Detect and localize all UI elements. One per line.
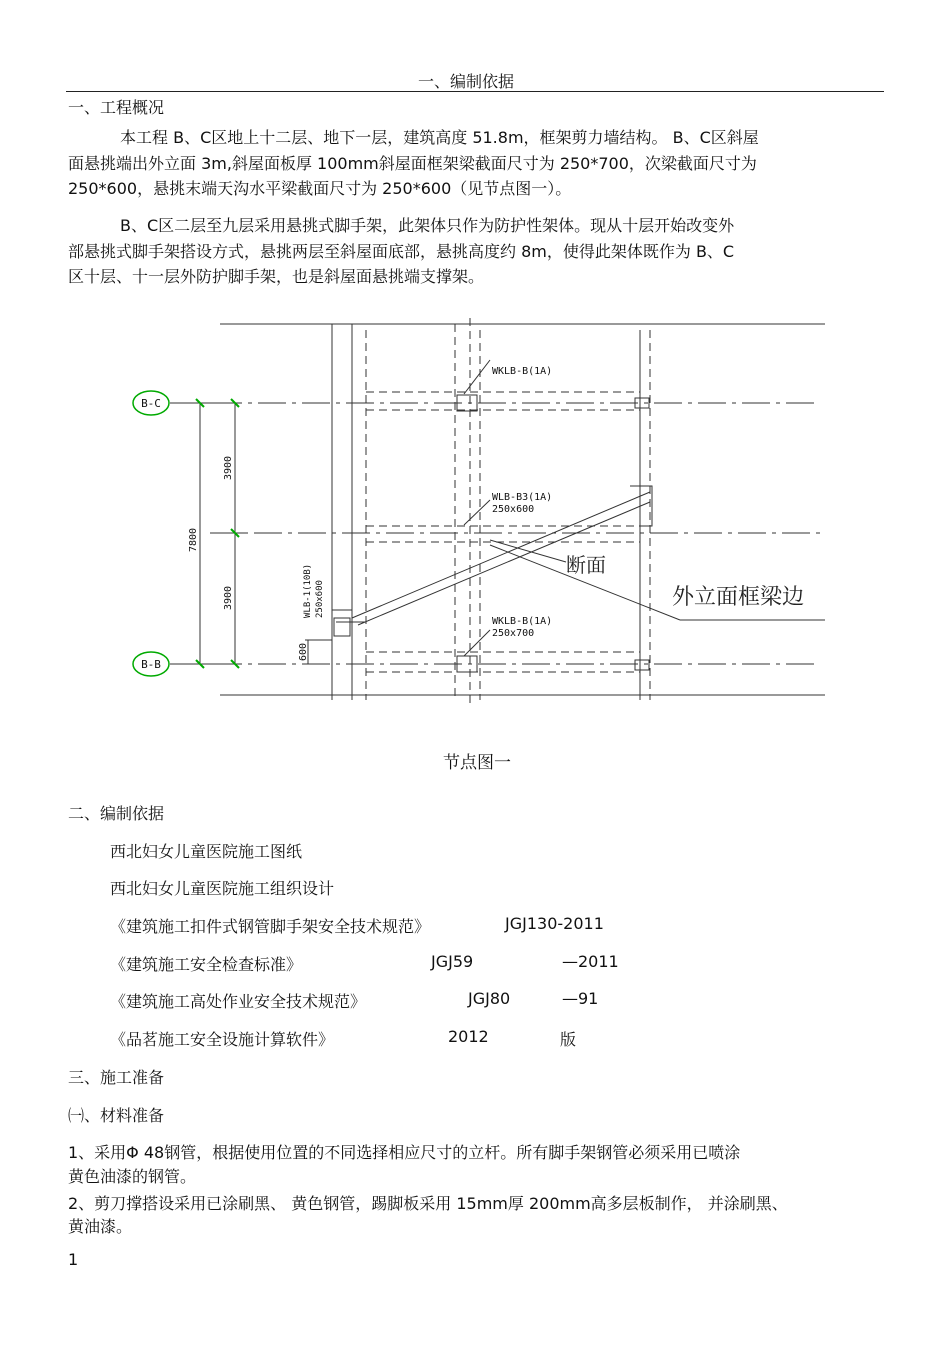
beam-label-mid-name: WLB-B3(1A) xyxy=(492,492,553,503)
reference-item: 《建筑施工安全检查标准》 xyxy=(110,955,303,974)
reference-item: 《建筑施工扣件式钢管脚手架安全技术规范》 xyxy=(110,917,431,936)
axis-bubble-bottom xyxy=(133,652,169,676)
axis-bubble-top xyxy=(133,391,169,415)
beam-label-vertical-size: 250x600 xyxy=(315,580,325,618)
section3-subheading: ㈠、材料准备 xyxy=(68,1106,165,1125)
beam-label-bottom-name: WKLB-B(1A) xyxy=(492,616,553,627)
section1-para2-line3: 区十层、十一层外防护脚手架，也是斜屋面悬挑端支撑架。 xyxy=(68,267,485,286)
reference-code: JGJ130-2011 xyxy=(505,914,604,933)
beam-label-bottom-size: 250x700 xyxy=(492,628,535,639)
beam-label-mid-size: 250x600 xyxy=(492,504,535,515)
section1-heading: 一、工程概况 xyxy=(68,98,165,117)
reference-code: JGJ80 xyxy=(468,989,511,1008)
reference-item: 《建筑施工高处作业安全技术规范》 xyxy=(110,992,367,1011)
section1-para2-line1: B、C区二层至九层采用悬挑式脚手架，此架体只作为防护性架体。现从十层开始改变外 xyxy=(120,216,735,235)
section1-para1-line1: 本工程 B、C区地上十二层、地下一层，建筑高度 51.8m，框架剪力墙结构。 B、C区斜屋 xyxy=(120,128,759,147)
axis-label-top: B-C xyxy=(141,397,161,410)
drawing-caption: 节点图一 xyxy=(443,753,511,773)
section1-para2-line2: 部悬挑式脚手架搭设方式，悬挑两层至斜屋面底部，悬挑高度约 8m，使得此架体既作为 B、C xyxy=(68,242,735,261)
reference-item: 西北妇女儿童医院施工图纸 xyxy=(110,842,303,861)
section1-para1-line3: 250*600，悬挑末端天沟水平梁截面尺寸为 250*600（见节点图一）。 xyxy=(68,179,572,198)
reference-item: 《品茗施工安全设施计算软件》 xyxy=(110,1030,335,1049)
material-item1-line1: 1、采用Φ 48钢管，根据使用位置的不同选择相应尺寸的立杆。所有脚手架钢管必须采用已喷涂 xyxy=(68,1143,741,1162)
axis-label-bottom: B-B xyxy=(141,658,161,671)
reference-tail: —91 xyxy=(562,989,599,1008)
dim-lower: 3900 xyxy=(223,585,234,611)
page-number: 1 xyxy=(68,1250,79,1269)
reference-item: 西北妇女儿童医院施工组织设计 xyxy=(110,879,335,898)
material-item2-line2: 黄油漆。 xyxy=(68,1217,133,1236)
beam-label-vertical-name: WLB-1(10B) xyxy=(303,563,313,618)
material-item2-line1: 2、剪刀撑搭设采用已涂刷黑、 黄色钢管，踢脚板采用 15mm厚 200mm高多层板制作， 并涂刷黑、 xyxy=(68,1194,788,1213)
dim-total: 7800 xyxy=(188,527,199,553)
label-section: 断面 xyxy=(566,553,606,577)
beam-label-top: WKLB-B(1A) xyxy=(492,366,553,377)
dim-small: 600 xyxy=(298,642,309,662)
reference-tail: —2011 xyxy=(562,952,619,971)
reference-code: 2012 xyxy=(448,1027,489,1046)
label-facade: 外立面框梁边 xyxy=(672,585,805,610)
header-rule xyxy=(66,91,884,92)
section3-heading: 三、施工准备 xyxy=(68,1068,165,1087)
section2-heading: 二、编制依据 xyxy=(68,804,165,823)
dim-upper: 3900 xyxy=(223,455,234,481)
reference-tail: 版 xyxy=(560,1030,577,1049)
material-item1-line2: 黄色油漆的钢管。 xyxy=(68,1167,197,1186)
node-drawing xyxy=(120,300,840,720)
page-header-title: 一、编制依据 xyxy=(418,72,515,91)
section1-para1-line2: 面悬挑端出外立面 3m,斜屋面板厚 100mm斜屋面框架梁截面尺寸为 250*700，次梁截面尺寸为 xyxy=(68,154,757,173)
reference-code: JGJ59 xyxy=(431,952,474,971)
